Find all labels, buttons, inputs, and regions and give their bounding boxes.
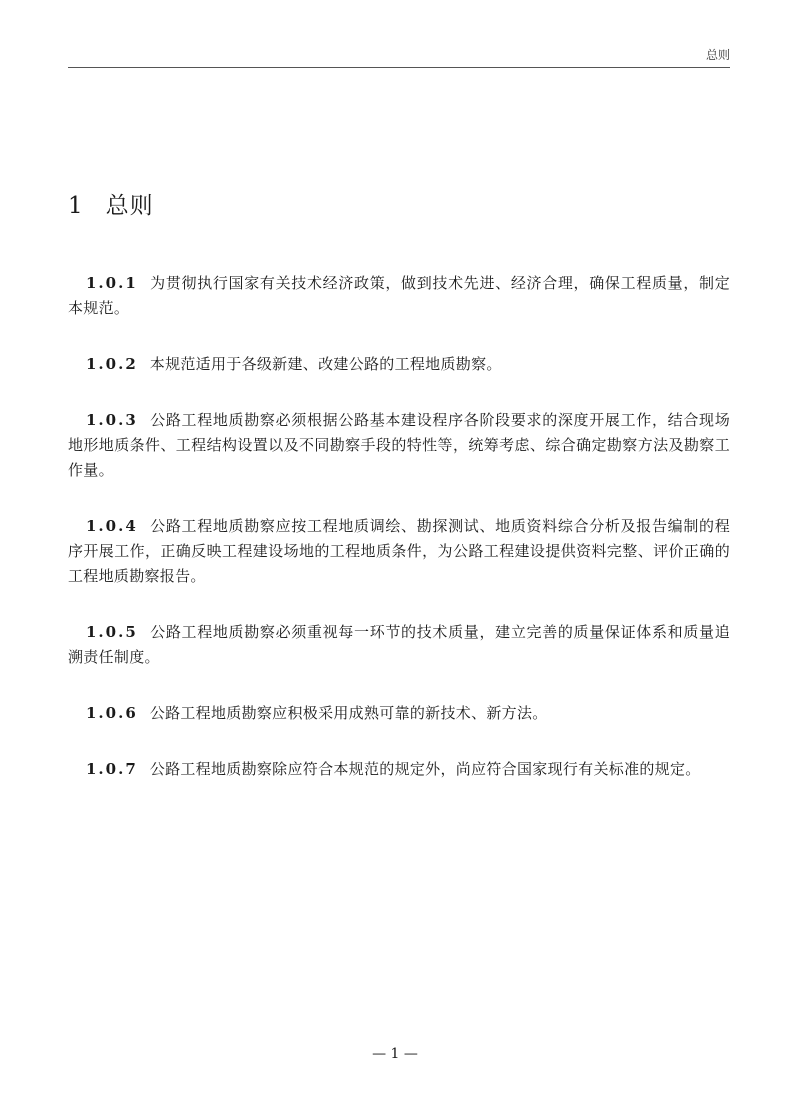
- clause-number: 1.0.2: [86, 355, 138, 373]
- clause-number: 1.0.6: [86, 704, 138, 722]
- chapter-title: [68, 187, 154, 220]
- clause-text: 本规范适用于各级新建、改建公路的工程地质勘察。: [149, 355, 502, 373]
- chapter-name: 总则: [105, 193, 154, 220]
- running-header: 总则: [705, 48, 730, 62]
- clause-1-0-7: [68, 757, 730, 782]
- clause-1-0-5: [68, 620, 730, 670]
- clause-text: 公路工程地质勘察除应符合本规范的规定外，尚应符合国家现行有关标准的规定。: [149, 760, 701, 778]
- clause-number: 1.0.5: [86, 623, 138, 641]
- clause-number: 1.0.3: [86, 411, 138, 429]
- clause-1-0-4: [68, 514, 730, 589]
- page-number: — 1 —: [372, 1046, 418, 1062]
- clause-number: 1.0.1: [86, 274, 138, 292]
- clause-text: 公路工程地质勘察应按工程地质调绘、勘探测试、地质资料综合分析及报告编制的程序开展工作，正确反映工程建设场地的工程地质条件，为公路工程建设提供资料完整、评价正确的工程地质勘察报告。: [68, 517, 730, 585]
- header-rule: [68, 67, 730, 68]
- clause-text: 为贯彻执行国家有关技术经济政策，做到技术先进、经济合理，确保工程质量，制定本规范。: [68, 274, 730, 317]
- clause-list: [68, 271, 730, 813]
- clause-1-0-3: [68, 408, 730, 483]
- clause-text: 公路工程地质勘察必须重视每一环节的技术质量，建立完善的质量保证体系和质量追溯责任制度。: [68, 623, 730, 666]
- clause-text: 公路工程地质勘察必须根据公路基本建设程序各阶段要求的深度开展工作，结合现场地形地质条件、工程结构设置以及不同勘察手段的特性等，统筹考虑、综合确定勘察方法及勘察工作量。: [68, 411, 730, 479]
- clause-1-0-2: [68, 352, 730, 377]
- clause-1-0-1: [68, 271, 730, 321]
- clause-number: 1.0.4: [86, 517, 138, 535]
- chapter-number: 1: [68, 193, 84, 220]
- clause-1-0-6: [68, 701, 730, 726]
- clause-text: 公路工程地质勘察应积极采用成熟可靠的新技术、新方法。: [149, 704, 548, 722]
- clause-number: 1.0.7: [86, 760, 138, 778]
